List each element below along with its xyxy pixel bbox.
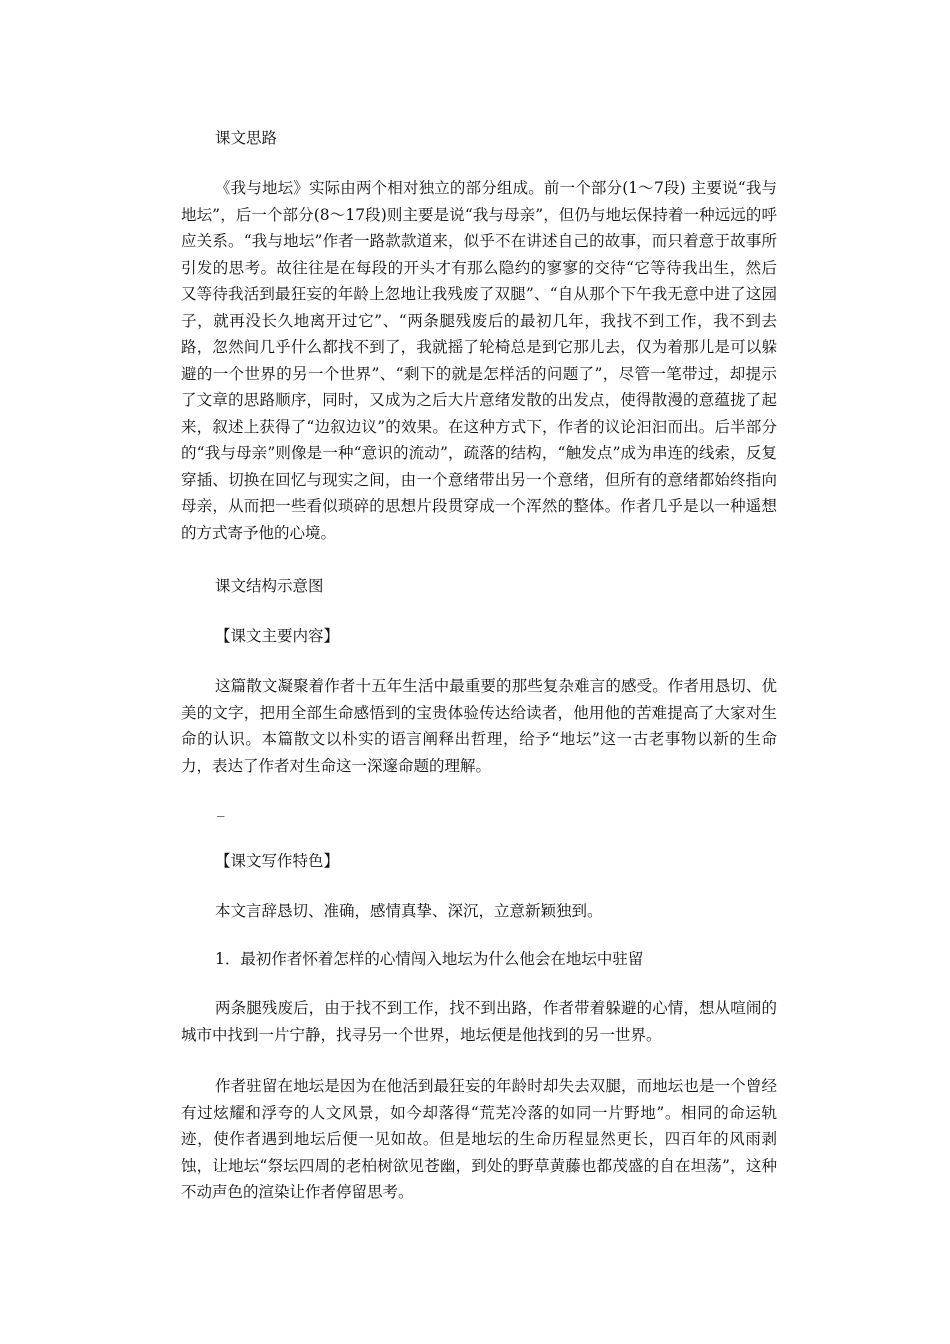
heading-lesson-structure: 课文结构示意图 <box>215 577 324 595</box>
paragraph-writing-features: 本文言辞恳切、准确，感情真挚、深沉，立意新颖独到。 <box>215 902 603 920</box>
heading-lesson-thinking: 课文思路 <box>215 129 278 147</box>
paragraph-lesson-thinking: 《我与地坛》实际由两个相对独立的部分组成。前一个部分(1～7段) 主要说“我与地坛”，后一个部分(8～17段)则主要是说“我与母亲”，但仍与地坛保持着一种远远的呼应关系。“我与地坛”作者一路款款道来，似乎不在讲述自己的故事，而只着意于故事所引发的思考。故往往是在每段的开头才有那么隐约的寥寥的交待“它等待我出生，然后又等待我活到最狂妄的年龄上忽地让我残废了双腿”、“自从那个下午我无意中进了这园子，就再没长久地离开过它”、“两条腿残废后的最初几年，我找不到工作，我不到去路，忽然间几乎什么都找不到了，我就摇了轮椅总是到它那儿去，仅为着那儿是可以躲避的一个世界的另一个世界”、“剩下的就是怎样活的问题了”，尽管一笔带过，却提示了文章的思路顺序，同时，又成为之后大片意绪发散的出发点，使得散漫的意蕴拢了起来，叙述上获得了“边叙边议”的效果。在这种方式下，作者的议论汩汩而出。后半部分的“我与母亲”则像是一种“意识的流动”，疏落的结构，“触发点”成为串连的线索，反复穿插、切换在回忆与现实之间，由一个意绪带出另一个意绪，但所有的意绪都始终指向母亲，从而把一些看似琐碎的思想片段贯穿成一个浑然的整体。作者几乎是以一种遥想的方式寄予他的心境。 <box>181 179 777 542</box>
paragraph-answer-2: 作者驻留在地坛是因为在他活到最狂妄的年龄时却失去双腿，而地坛也是一个曾经有过炫耀和浮夸的人文风景，如今却落得“荒芜冷落的如同一片野地”。相同的命运轨迹，使作者遇到地坛后便一见如故。但是地坛的生命历程显然更长，四百年的风雨剥蚀，让地坛“祭坛四周的老柏树欲见苍幽，到处的野草黄藤也都茂盛的自在坦荡”，这种不动声色的渲染让作者停留思考。 <box>181 1077 777 1201</box>
heading-writing-features: 【课文写作特色】 <box>215 852 340 870</box>
heading-main-content: 【课文主要内容】 <box>215 627 340 645</box>
paragraph-main-content: 这篇散文凝聚着作者十五年生活中最重要的那些复杂难言的感受。作者用恳切、优美的文字，把用全部生命感悟到的宝贵体验传达给读者，他用他的苦难提高了大家对生命的认识。本篇散文以朴实的语言阐释出哲理，给予“地坛”这一古老事物以新的生命力，表达了作者对生命这一深邃命题的理解。 <box>181 677 777 775</box>
stray-underscore: _ <box>217 799 225 817</box>
question-1: 1．最初作者怀着怎样的心情闯入地坛为什么他会在地坛中驻留 <box>215 950 644 968</box>
paragraph-answer-1: 两条腿残废后，由于找不到工作，找不到出路，作者带着躲避的心情，想从喧闹的城市中找到一片宁静，找寻另一个世界，地坛便是他找到的另一世界。 <box>181 999 777 1044</box>
